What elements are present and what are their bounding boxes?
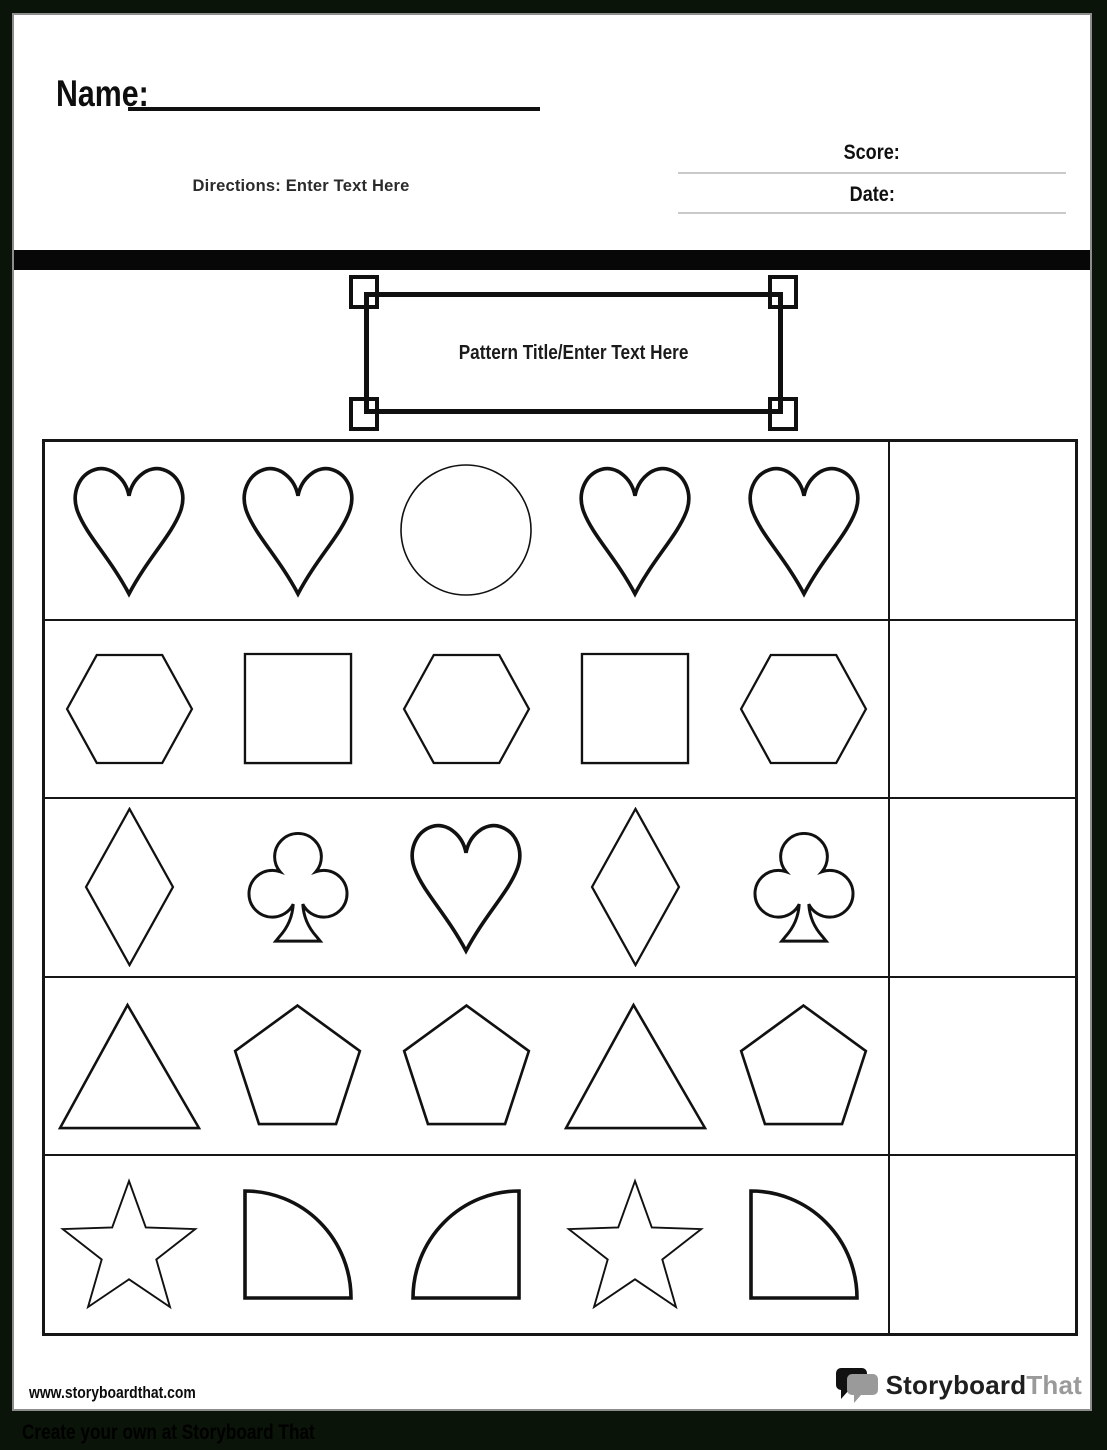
shape-pentagon: [738, 1003, 869, 1129]
pattern-row: [45, 1156, 1075, 1333]
date-label: Date:: [849, 183, 895, 206]
score-row: [678, 141, 1066, 165]
score-label: Score:: [843, 141, 901, 164]
pattern-cell: [382, 621, 551, 798]
shape-heart: [241, 459, 355, 601]
worksheet-page: [12, 13, 1092, 1411]
logo-text-storyboard: Storyboard: [885, 1370, 1027, 1400]
logo-text-that: That: [1026, 1370, 1082, 1400]
pattern-cell: [551, 621, 720, 798]
score-entry-line[interactable]: [678, 172, 1066, 174]
pattern-cell: [45, 799, 214, 976]
shape-heart: [578, 459, 692, 601]
pattern-row: [45, 978, 1075, 1157]
pattern-cell: [719, 1156, 888, 1333]
shape-star: [58, 1178, 200, 1311]
shape-heart: [72, 459, 186, 601]
shape-diamond: [590, 807, 681, 967]
pattern-cell: [214, 442, 383, 619]
footer-url[interactable]: www.storyboardthat.com: [29, 1383, 196, 1402]
answer-cell[interactable]: [888, 442, 1075, 619]
pattern-cell: [214, 799, 383, 976]
shape-circle: [399, 463, 533, 597]
pattern-cell: [382, 1156, 551, 1333]
pattern-cell: [214, 1156, 383, 1333]
pattern-title-wrap: [369, 297, 778, 409]
pattern-cell: [45, 1156, 214, 1333]
pattern-cell: [551, 442, 720, 619]
name-entry-line[interactable]: [128, 107, 540, 111]
section-divider-bar: [14, 250, 1090, 270]
storyboardthat-logo: [835, 1367, 1082, 1404]
shape-triangle: [57, 1001, 202, 1131]
pattern-sequence: [45, 442, 888, 619]
pattern-row: [45, 621, 1075, 800]
shape-quarter-circle-left: [242, 1188, 354, 1301]
pattern-cell: [214, 978, 383, 1155]
shape-square: [580, 652, 690, 765]
directions-text[interactable]: Directions: Enter Text Here: [192, 177, 410, 195]
answer-cell[interactable]: [888, 978, 1075, 1155]
pattern-cell: [382, 799, 551, 976]
pattern-cell: [719, 978, 888, 1155]
shape-star: [564, 1178, 706, 1311]
speech-bubbles-icon: [835, 1367, 879, 1404]
pattern-cell: [719, 621, 888, 798]
pattern-row: [45, 442, 1075, 621]
pattern-sequence: [45, 799, 888, 976]
answer-cell[interactable]: [888, 621, 1075, 798]
pattern-cell: [45, 621, 214, 798]
logo-text: [886, 1370, 1082, 1401]
shape-pentagon: [401, 1003, 532, 1129]
pattern-title-text[interactable]: Pattern Title/Enter Text Here: [458, 341, 689, 364]
answer-cell[interactable]: [888, 799, 1075, 976]
pattern-cell: [551, 978, 720, 1155]
pattern-table: [42, 439, 1078, 1336]
shape-square: [243, 652, 353, 765]
pattern-cell: [551, 1156, 720, 1333]
pattern-cell: [719, 442, 888, 619]
pattern-row: [45, 799, 1075, 978]
date-row: [678, 183, 1066, 207]
answer-cell[interactable]: [888, 1156, 1075, 1333]
shape-heart: [409, 816, 523, 958]
shape-pentagon: [232, 1003, 363, 1129]
pattern-sequence: [45, 978, 888, 1155]
date-entry-line[interactable]: [678, 212, 1066, 214]
pattern-cell: [45, 442, 214, 619]
shape-quarter-circle-right: [410, 1188, 522, 1301]
pattern-cell: [382, 442, 551, 619]
shape-hexagon: [739, 653, 868, 765]
shape-heart: [747, 459, 861, 601]
name-label: Name:: [56, 73, 149, 114]
pattern-sequence: [45, 1156, 888, 1333]
shape-hexagon: [402, 653, 531, 765]
shape-hexagon: [65, 653, 194, 765]
shape-club: [241, 827, 355, 947]
banner-text: Create your own at Storyboard That: [22, 1421, 315, 1444]
pattern-cell: [45, 978, 214, 1155]
bottom-banner: [22, 1421, 379, 1445]
shape-triangle: [563, 1001, 708, 1131]
shape-quarter-circle-left: [748, 1188, 860, 1301]
pattern-sequence: [45, 621, 888, 798]
pattern-cell: [551, 799, 720, 976]
pattern-cell: [214, 621, 383, 798]
shape-diamond: [84, 807, 175, 967]
pattern-title-frame: [364, 292, 783, 414]
pattern-cell: [719, 799, 888, 976]
pattern-cell: [382, 978, 551, 1155]
shape-club: [747, 827, 861, 947]
